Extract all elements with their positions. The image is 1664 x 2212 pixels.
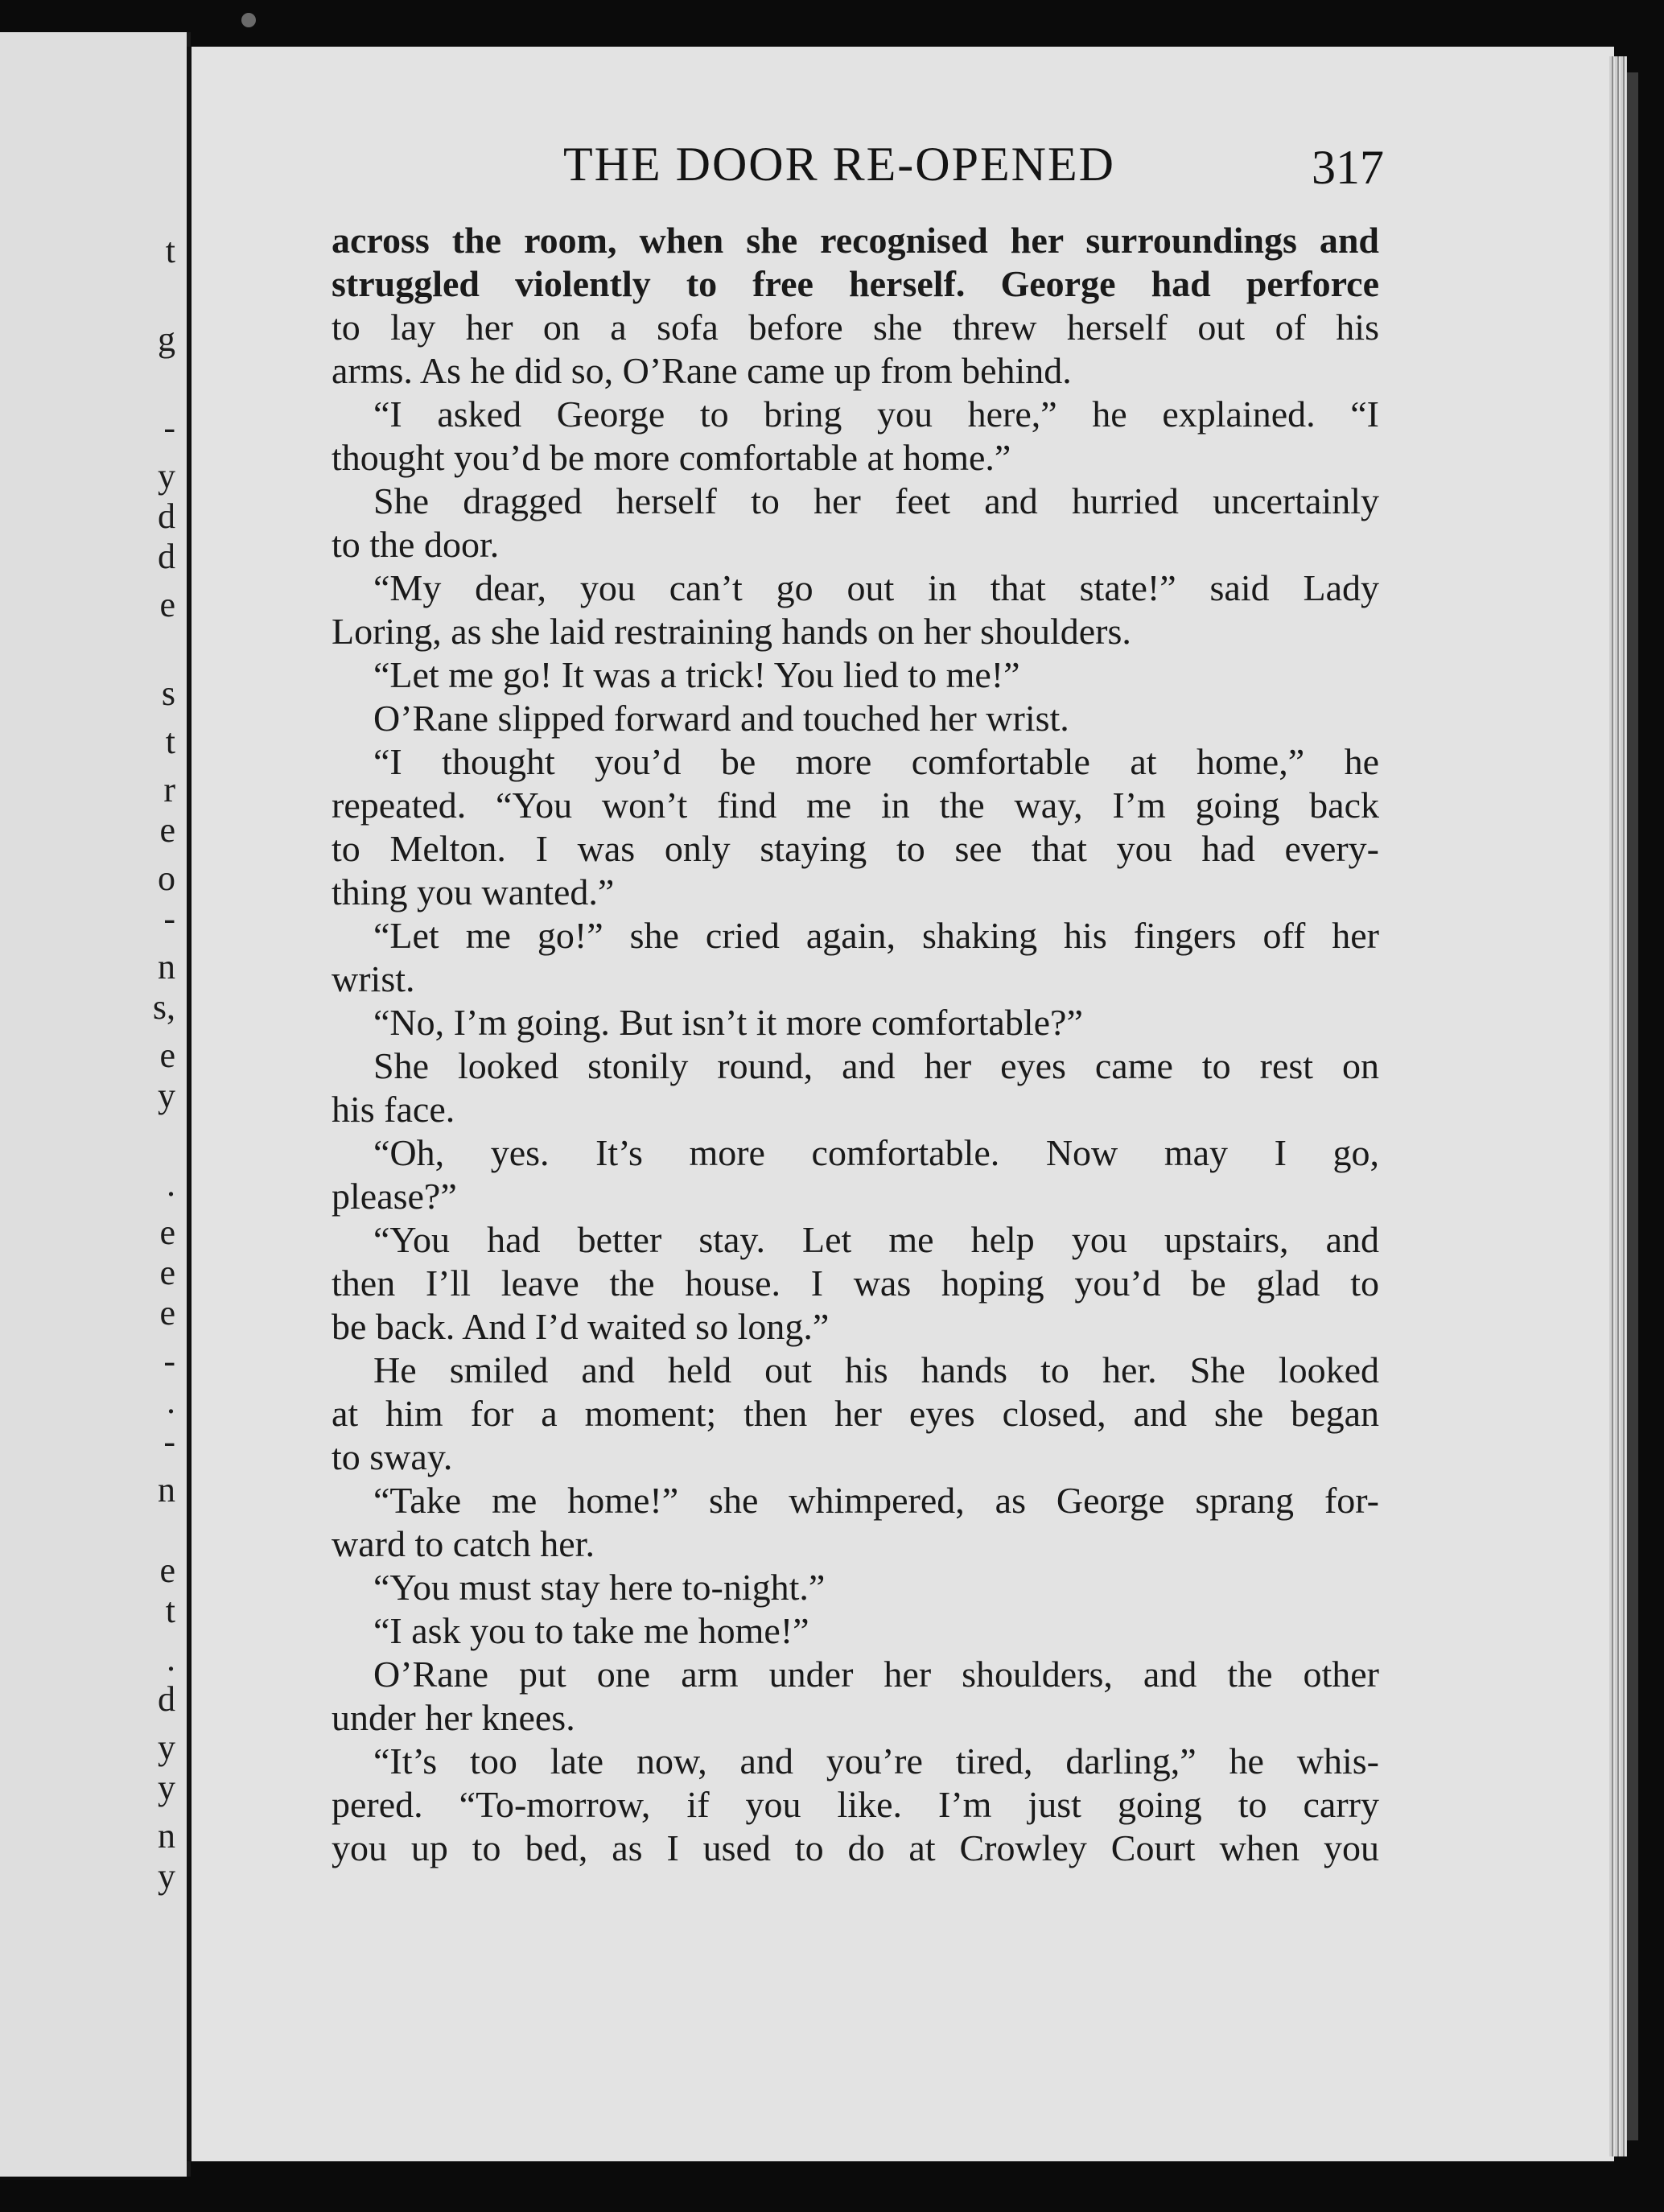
facing-page-letter: e [159, 585, 175, 624]
facing-page-letter: e [159, 1253, 175, 1292]
scan-speck [241, 13, 256, 27]
text-line: O’Rane put one arm under her shoulders, and the other [373, 1654, 1379, 1695]
facing-page-letter: y [158, 1768, 175, 1807]
facing-page-letter: - [163, 1422, 175, 1461]
facing-page-edge [0, 32, 191, 2177]
facing-page-letter: - [163, 899, 175, 938]
facing-page-letter: e [159, 810, 175, 850]
facing-page-letter: o [158, 859, 175, 898]
text-line: to sway. [332, 1436, 453, 1477]
text-line: ward to catch her. [332, 1523, 595, 1564]
facing-page-letter: . [167, 1639, 175, 1679]
text-line: O’Rane slipped forward and touched her wrist. [373, 698, 1069, 739]
text-line: “Oh, yes. It’s more comfortable. Now may I go, [373, 1132, 1379, 1173]
text-line: struggled violently to free herself. George had perforce [332, 263, 1379, 304]
text-line: “Let me go!” she cried again, shaking his fingers off her [373, 915, 1379, 956]
text-line: thought you’d be more comfortable at home.” [332, 437, 1011, 478]
facing-page-letter: n [158, 947, 175, 987]
text-line: “My dear, you can’t go out in that state!” said Lady [373, 567, 1379, 608]
facing-page-letter: t [165, 722, 175, 761]
text-line: to Melton. I was only staying to see that you had every- [332, 828, 1379, 869]
facing-page-letter: t [165, 1591, 175, 1630]
text-line: “I asked George to bring you here,” he explained. “I [373, 393, 1379, 435]
text-line: pered. “To-morrow, if you like. I’m just going to carry [332, 1784, 1379, 1825]
text-line: please?” [332, 1176, 457, 1217]
book-cover-edge [1627, 72, 1638, 2140]
facing-page-letter: e [159, 1213, 175, 1252]
text-line: arms. As he did so, O’Rane came up from behind. [332, 350, 1072, 391]
facing-page-letter: . [167, 1164, 175, 1204]
facing-page-letter: d [158, 496, 175, 536]
facing-page-letter: e [159, 1293, 175, 1333]
facing-page-letter: r [163, 770, 175, 809]
facing-page-letter: s, [152, 987, 175, 1027]
facing-page-letter: n [158, 1470, 175, 1510]
facing-page-letter: e [159, 1036, 175, 1075]
text-line: at him for a moment; then her eyes closed, and she began [332, 1393, 1379, 1434]
facing-page-letter: n [158, 1816, 175, 1856]
text-line: under her knees. [332, 1697, 575, 1738]
facing-page-letter: e [159, 1551, 175, 1590]
text-line: then I’ll leave the house. I was hoping you’d be glad to [332, 1263, 1379, 1304]
text-line: “I thought you’d be more comfortable at home,” he [373, 741, 1379, 782]
text-line: Loring, as she laid restraining hands on her shoulders. [332, 611, 1131, 652]
text-line: be back. And I’d waited so long.” [332, 1306, 830, 1347]
text-line: across the room, when she recognised her surroundings and [332, 220, 1379, 261]
text-line: to the door. [332, 524, 500, 565]
facing-page-letter: . [167, 1382, 175, 1421]
facing-page-letter: y [158, 1076, 175, 1115]
text-line: “It’s too late now, and you’re tired, darling,” he whis- [373, 1740, 1379, 1782]
text-line: wrist. [332, 958, 415, 999]
text-line: thing you wanted.” [332, 871, 615, 912]
page-number: 317 [1312, 141, 1384, 194]
facing-page-letter: - [163, 1341, 175, 1381]
text-line: She dragged herself to her feet and hurried uncertainly [373, 480, 1379, 521]
facing-page-letter: s [161, 673, 175, 713]
running-title: THE DOOR RE-OPENED [563, 138, 1115, 191]
text-line: “I ask you to take me home!” [373, 1610, 809, 1651]
text-line: repeated. “You won’t find me in the way, I’m going back [332, 785, 1379, 826]
text-line: his face. [332, 1089, 455, 1130]
page-block-edge [1609, 56, 1627, 2156]
facing-page-letter: t [165, 231, 175, 270]
facing-page-letter: d [158, 537, 175, 576]
facing-page-letter: y [158, 1728, 175, 1767]
text-line: “Take me home!” she whimpered, as George sprang for- [373, 1480, 1379, 1521]
facing-page-letter: d [158, 1679, 175, 1719]
text-line: “You had better stay. Let me help you upstairs, and [373, 1219, 1379, 1260]
text-line: “No, I’m going. But isn’t it more comfortable?” [373, 1002, 1083, 1043]
facing-page-letter: y [158, 456, 175, 496]
text-line: She looked stonily round, and her eyes came to rest on [373, 1045, 1379, 1086]
body-text [332, 219, 1379, 1870]
text-line: to lay her on a sofa before she threw herself out of his [332, 307, 1379, 348]
text-line: He smiled and held out his hands to her. She looked [373, 1349, 1379, 1390]
facing-page-letter: y [158, 1856, 175, 1896]
text-line: you up to bed, as I used to do at Crowley Court when you [332, 1827, 1379, 1868]
facing-page-letter: - [163, 408, 175, 447]
page-header [563, 137, 1384, 209]
text-line: “Let me go! It was a trick! You lied to me!” [373, 654, 1020, 695]
facing-page-letter: g [158, 319, 175, 359]
text-line: “You must stay here to-night.” [373, 1567, 826, 1608]
